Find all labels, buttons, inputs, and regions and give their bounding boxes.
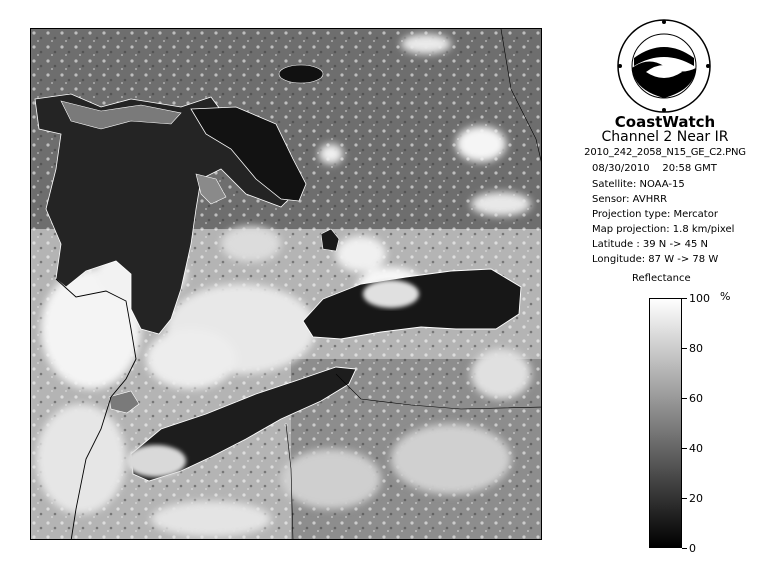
scale-tick-label: 40 <box>689 442 703 455</box>
cloud <box>221 226 281 262</box>
scale-title: Reflectance <box>632 273 691 284</box>
scale-tick <box>682 448 687 449</box>
scale-tick-label: 20 <box>689 492 703 505</box>
product-title: CoastWatch <box>614 113 716 131</box>
cloud <box>281 449 381 509</box>
reflectance-color-bar <box>649 298 682 548</box>
noaa-logo <box>616 18 712 114</box>
acquisition-time: 20:58 GMT <box>662 163 717 174</box>
cloud <box>146 329 236 389</box>
cloud <box>391 424 511 494</box>
scale-tick-label: 60 <box>689 392 703 405</box>
cloud <box>471 349 531 399</box>
acquisition-datetime <box>592 163 717 174</box>
cloud <box>336 236 386 272</box>
satellite-info: Satellite: NOAA-15 <box>592 179 685 190</box>
projection-type: Projection type: Mercator <box>592 209 718 220</box>
scale-tick-label: 0 <box>689 542 696 555</box>
longitude-range: Longitude: 87 W -> 78 W <box>592 254 719 265</box>
lake-nipissing <box>279 65 323 83</box>
cloud <box>36 404 126 514</box>
scale-tick <box>682 348 687 349</box>
scale-unit: % <box>720 290 731 303</box>
cloud <box>456 126 506 162</box>
sensor-info: Sensor: AVHRR <box>592 194 668 205</box>
scale-tick-label: 80 <box>689 342 703 355</box>
map-projection: Map projection: 1.8 km/pixel <box>592 224 735 235</box>
cloud-over-lake-ontario <box>363 280 419 308</box>
file-name: 2010_242_2058_N15_GE_C2.PNG <box>584 147 746 158</box>
cloud <box>151 501 271 537</box>
channel-label: Channel 2 Near IR <box>601 129 729 145</box>
scale-tick <box>682 298 687 299</box>
scale-tick <box>682 548 687 549</box>
cloud <box>471 192 531 216</box>
cloud-over-lake-erie <box>126 445 186 477</box>
scale-tick-label: 100 <box>689 292 710 305</box>
cloud <box>319 144 343 164</box>
scale-tick <box>682 498 687 499</box>
satellite-image <box>30 28 542 540</box>
scale-tick <box>682 398 687 399</box>
satellite-map-svg <box>31 29 542 540</box>
latitude-range: Latitude : 39 N -> 45 N <box>592 239 708 250</box>
legend-panel <box>548 0 782 572</box>
acquisition-date: 08/30/2010 <box>592 163 650 174</box>
cloud <box>401 34 451 54</box>
